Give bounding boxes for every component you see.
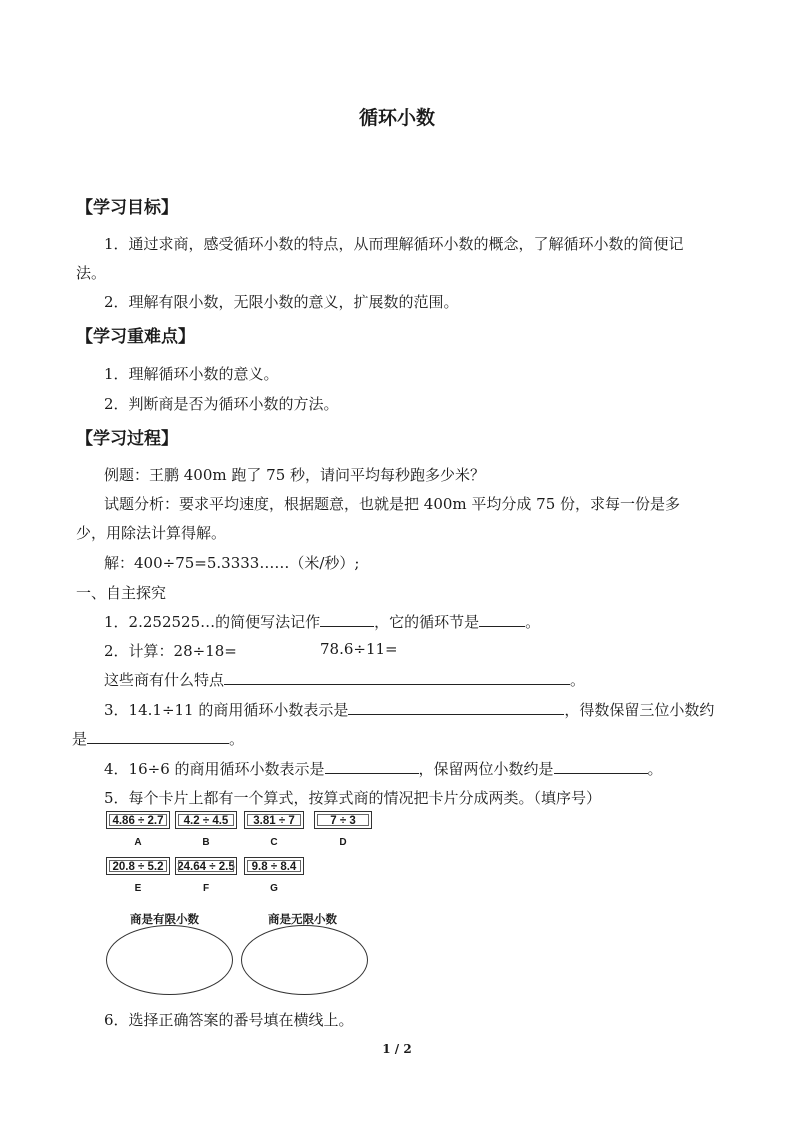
card-a[interactable]: 4.86 ÷ 2.7 (106, 811, 170, 829)
question-2-calc-2: 78.6÷11= (320, 640, 398, 658)
answer-blank-4a[interactable] (325, 759, 419, 774)
card-label-f: F (202, 883, 210, 894)
card-label-d: D (339, 837, 347, 848)
card-e[interactable]: 20.8 ÷ 5.2 (106, 857, 170, 875)
card-b[interactable]: 4.2 ÷ 4.5 (175, 811, 237, 829)
goal-2: 2．理解有限小数，无限小数的意义，扩展数的范围。 (104, 293, 459, 311)
card-label-e: E (134, 883, 142, 894)
card-label-g: G (270, 883, 278, 894)
question-2-feature: 这些商有什么特点 。 (104, 671, 586, 689)
card-label-b: B (202, 837, 210, 848)
oval-finite-decimals[interactable] (106, 925, 233, 995)
oval-label-finite: 商是有限小数 (130, 914, 199, 926)
answer-blank-3b[interactable] (87, 729, 229, 744)
section-heading-process: 【学习过程】 (76, 429, 178, 449)
question-4: 4．16÷6 的商用循环小数表示是 ，保留两位小数约是 。 (104, 760, 663, 778)
oval-label-infinite: 商是无限小数 (268, 914, 337, 926)
card-d[interactable]: 7 ÷ 3 (314, 811, 372, 829)
section-heading-difficulties: 【学习重难点】 (76, 327, 195, 347)
question-3-line-2: 是 。 (72, 730, 245, 748)
page-number: 1 / 2 (382, 1042, 412, 1056)
goal-1-line-2: 法。 (76, 264, 107, 282)
card-f[interactable]: 24.64 ÷ 2.5 (175, 857, 237, 875)
answer-blank-3a[interactable] (348, 700, 564, 715)
card-label-c: C (270, 837, 278, 848)
question-3-line-1: 3．14.1÷11 的商用循环小数表示是 ，得数保留三位小数约 (104, 701, 715, 719)
answer-blank-2[interactable] (224, 670, 570, 685)
example-solution: 解：400÷75=5.3333……（米/秒）; (104, 554, 360, 572)
question-2-calc-1: 2．计算：28÷18= (104, 642, 237, 660)
example-analysis-line-2: 少，用除法计算得解。 (76, 524, 227, 542)
oval-infinite-decimals[interactable] (241, 925, 368, 995)
card-c[interactable]: 3.81 ÷ 7 (244, 811, 304, 829)
example-question: 例题：王鹏 400m 跑了 75 秒，请问平均每秒跑多少米？ (104, 466, 486, 484)
difficulty-1: 1．理解循环小数的意义。 (104, 365, 279, 383)
page-title: 循环小数 (358, 107, 435, 129)
card-g[interactable]: 9.8 ÷ 8.4 (244, 857, 304, 875)
question-1: 1．2.252525…的简便写法记作 ，它的循环节是 。 (104, 613, 541, 631)
example-analysis-line-1: 试题分析：要求平均速度，根据题意，也就是把 400m 平均分成 75 份，求每一份是多 (104, 495, 681, 513)
answer-blank-1b[interactable] (479, 612, 525, 627)
answer-blank-4b[interactable] (554, 759, 648, 774)
part-1-heading: 一、自主探究 (76, 584, 167, 602)
answer-blank-1a[interactable] (320, 612, 374, 627)
question-6: 6．选择正确答案的番号填在横线上。 (104, 1011, 354, 1029)
card-label-a: A (134, 837, 142, 848)
difficulty-2: 2．判断商是否为循环小数的方法。 (104, 395, 339, 413)
goal-1-line-1: 1．通过求商，感受循环小数的特点，从而理解循环小数的概念，了解循环小数的简便记 (104, 235, 684, 253)
question-5: 5．每个卡片上都有一个算式，按算式商的情况把卡片分成两类。（填序号） (104, 789, 602, 807)
section-heading-goals: 【学习目标】 (76, 198, 178, 218)
